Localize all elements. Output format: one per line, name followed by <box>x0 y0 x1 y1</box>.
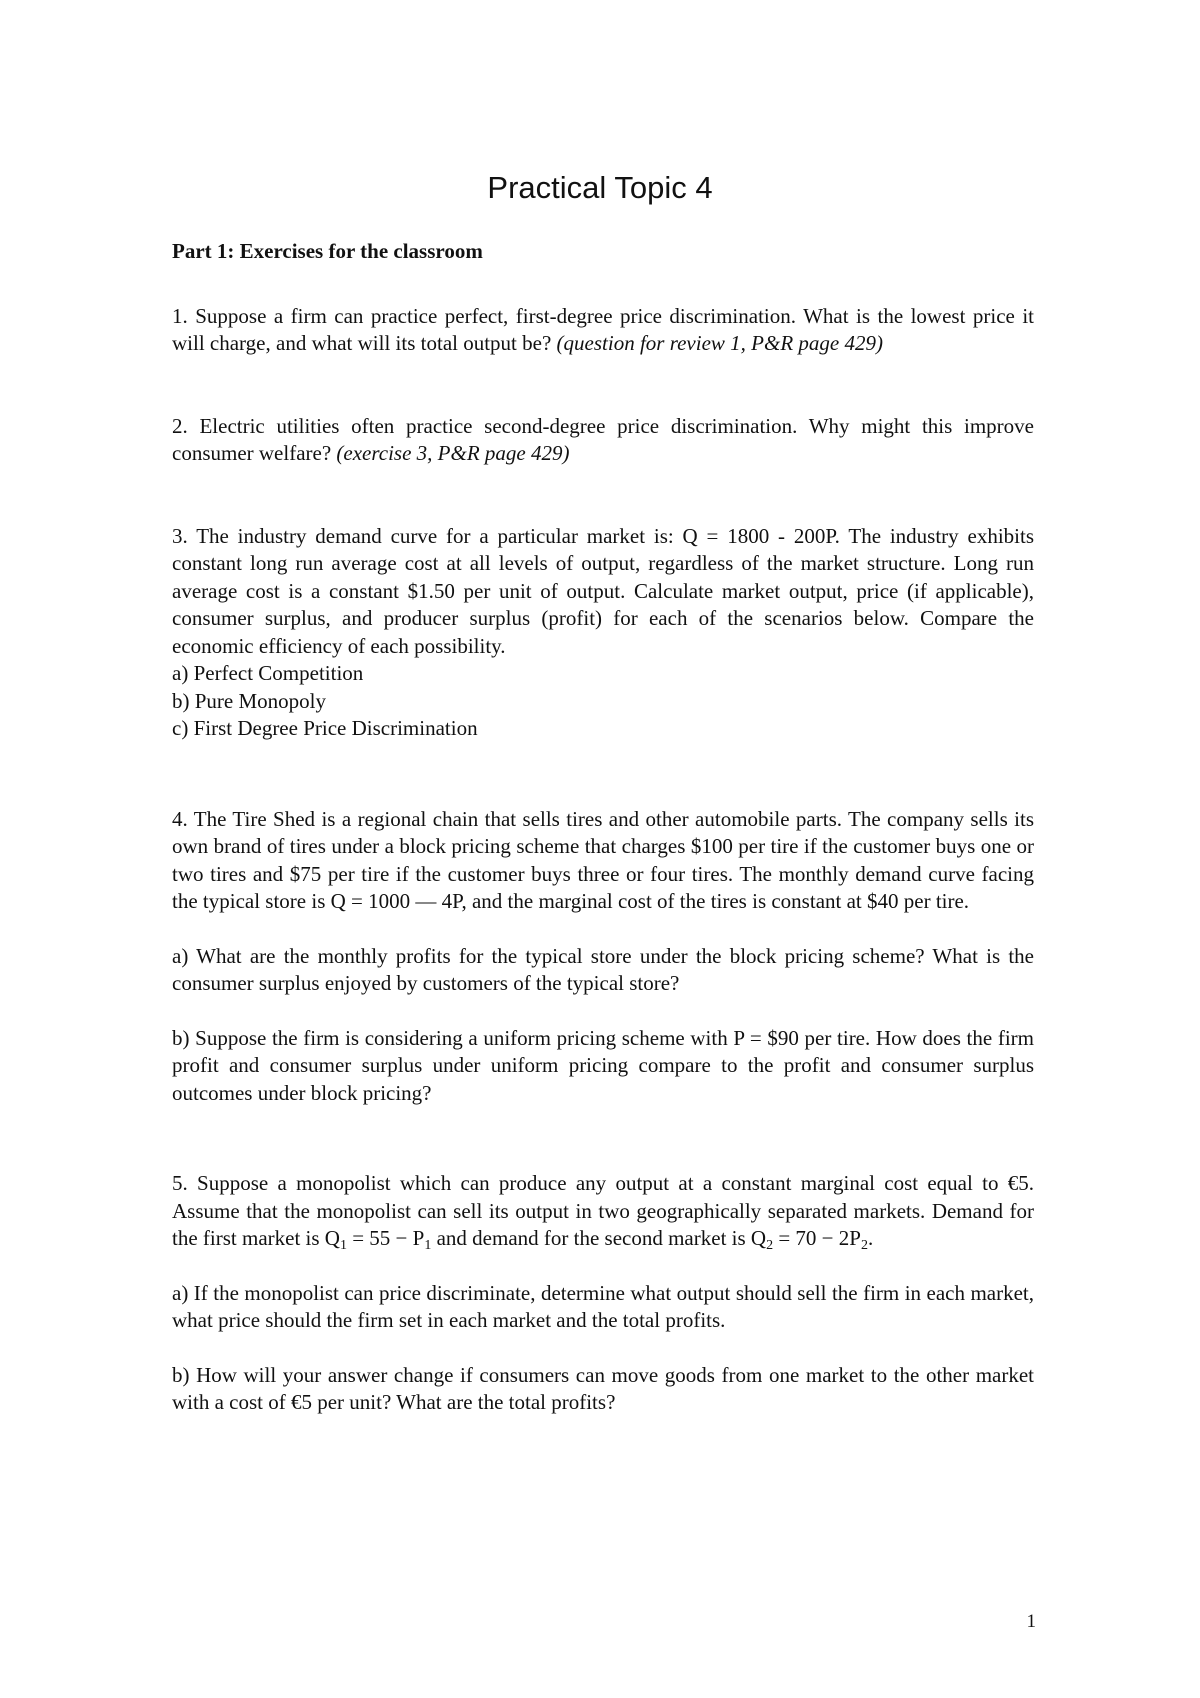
question-5-part-b: b) How will your answer change if consumers can move goods from one market to the other market with a cost of €5 per unit? What are the total profits? <box>172 1362 1034 1414</box>
question-5: 5. Suppose a monopolist which can produce any output at a constant marginal cost equal to €5. Assume that the monopolist can sell its output in two geographically separated markets. Demand for the first market is $Q_1 = 55 - P_1$ and demand for the second market is $Q_2 = 70 - 2P_2$. <box>172 1171 1034 1253</box>
question-4-part-a: a) What are the monthly profits for the typical store under the block pricing scheme? What is the consumer surplus enjoyed by customers of the typical store? <box>172 943 1034 995</box>
question-3-option-b: b) Pure Monopoly <box>172 688 326 713</box>
page-title: Practical Topic 4 <box>487 170 713 205</box>
question-1-text: 1. Suppose a firm can practice perfect, first-degree price discrimination. What is the lowest price it will charge, and what will its total output be? <box>172 303 1034 355</box>
question-2-reference: (exercise 3, P&R page 429) <box>336 441 570 465</box>
question-3-option-a: a) Perfect Competition <box>172 661 364 685</box>
question-2-text: 2. Electric utilities often practice second-degree price discrimination. Why might this improve consumer welfare? <box>172 413 1034 465</box>
question-1 <box>172 303 1034 358</box>
question-3: 3. The industry demand curve for a particular market is: Q = 1800 - 200P. The industry exhibits constant long run average cost at all levels of output, regardless of the market structure. Long run average cost is a constant $1.50 per unit of output. Calculate market output, price (if applicable), consumer surplus, and producer surplus (profit) for each of the scenarios below. Compare the economic efficiency of each possibility. <box>172 523 1034 658</box>
section-heading: Part 1: Exercises for the classroom <box>172 239 483 263</box>
page-number: 1 <box>1026 1611 1036 1632</box>
question-4-part-b: b) Suppose the firm is considering a uniform pricing scheme with P = $90 per tire. How does the firm profit and consumer surplus under uniform pricing compare to the profit and consumer surplus outcomes under block pricing? <box>172 1025 1034 1105</box>
question-2 <box>172 413 1034 468</box>
question-5-part-a: a) If the monopolist can price discriminate, determine what output should sell the firm in each market, what price should the firm set in each market and the total profits. <box>172 1280 1034 1332</box>
document-body <box>172 238 1034 1417</box>
question-4: 4. The Tire Shed is a regional chain that sells tires and other automobile parts. The company sells its own brand of tires under a block pricing scheme that charges $100 per tire if the customer buys one or two tires and $75 per tire if the customer buys three or four tires. The monthly demand curve facing the typical store is Q = 1000 — 4P, and the marginal cost of the tires is constant at $40 per tire. <box>172 806 1034 913</box>
question-1-reference: (question for review 1, P&R page 429) <box>556 331 883 355</box>
question-3-option-c: c) First Degree Price Discrimination <box>172 716 478 740</box>
